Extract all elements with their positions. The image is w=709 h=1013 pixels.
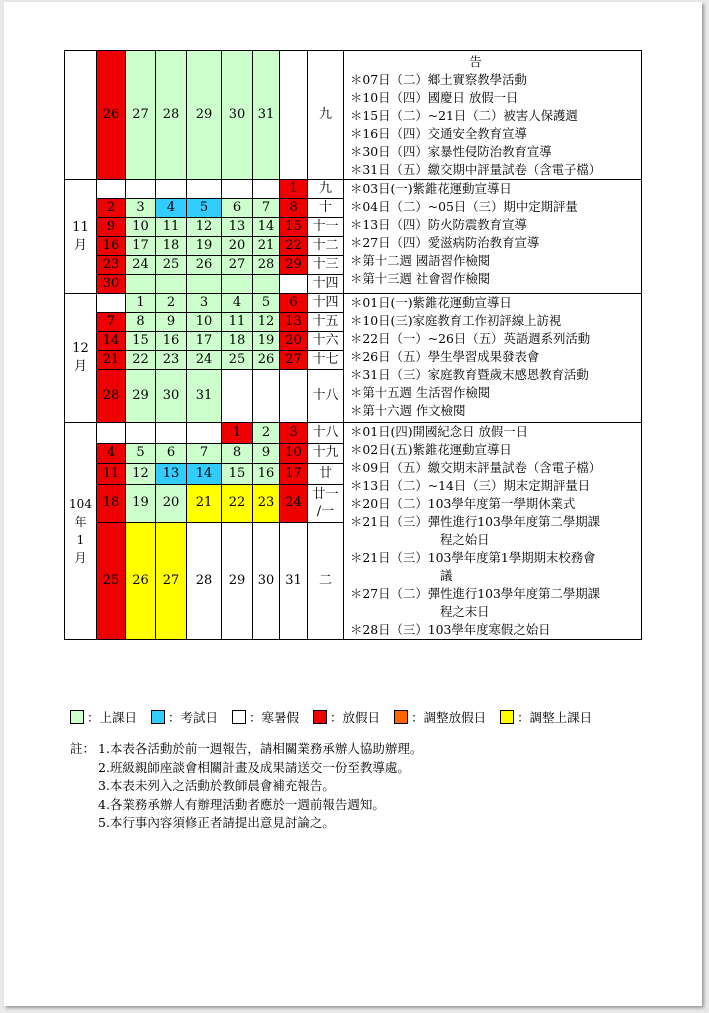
legend-item <box>70 708 137 726</box>
week-number: 廿一 <box>312 487 339 503</box>
event-line: ＊第十二週 國語習作檢閱 <box>350 253 491 268</box>
week-number-cell: 十九 <box>308 443 344 464</box>
legend-label: ：調整上課日 <box>517 710 593 725</box>
week-number-cell: 十五 <box>308 313 344 332</box>
dec-week-row <box>65 294 642 313</box>
event-line: ＊10日(三)家庭教育工作初評線上訪視 <box>350 313 562 328</box>
day-cell: 15 <box>222 464 253 485</box>
event-line: ＊01日(一)紫錐花運動宣導日 <box>350 295 512 310</box>
day-cell: 19 <box>253 332 280 351</box>
day-cell: 16 <box>253 464 280 485</box>
day-cell: 1 <box>222 423 253 444</box>
school-calendar-table <box>64 50 642 640</box>
day-cell: 14 <box>97 332 126 351</box>
day-cell: 16 <box>156 332 187 351</box>
day-cell: 4 <box>222 294 253 313</box>
day-cell: 25 <box>156 256 187 275</box>
day-cell <box>187 423 222 444</box>
event-line: ＊27日（四）愛滋病防治教育宣導 <box>350 235 540 250</box>
day-cell: 28 <box>187 523 222 640</box>
day-cell <box>187 180 222 199</box>
day-cell <box>280 370 308 423</box>
day-cell <box>126 180 156 199</box>
event-line: ＊31日（三）家庭教育暨歲末感恩教育活動 <box>350 367 589 382</box>
day-cell: 28 <box>97 370 126 423</box>
day-cell: 24 <box>126 256 156 275</box>
day-cell <box>222 180 253 199</box>
day-cell <box>156 275 187 294</box>
event-line: ＊27日（二）彈性進行103學年度第二學期課 <box>350 586 601 601</box>
day-cell <box>97 294 126 313</box>
day-cell: 8 <box>222 443 253 464</box>
week-number-cell: 二 <box>308 523 344 640</box>
day-cell: 27 <box>126 51 156 180</box>
day-cell: 20 <box>280 332 308 351</box>
day-cell: 7 <box>97 313 126 332</box>
week-number-cell: 廿 <box>308 464 344 485</box>
event-cell-nov <box>344 180 642 294</box>
day-cell: 7 <box>253 199 280 218</box>
day-cell: 5 <box>187 199 222 218</box>
day-cell: 18 <box>97 484 126 523</box>
day-cell: 17 <box>280 464 308 485</box>
day-cell: 10 <box>280 443 308 464</box>
month-label: 月 <box>73 237 87 253</box>
note-item: 4.各業務承辦人有辦理活動者應於一週前報告週知。 <box>98 796 385 812</box>
day-cell: 16 <box>97 237 126 256</box>
week-number-cell: 十二 <box>308 237 344 256</box>
legend-label: ：考試日 <box>168 710 219 725</box>
event-line: 程之始日 <box>440 532 490 547</box>
note-item: 2.班級親師座談會相關計畫及成果請送交一份至教導處。 <box>98 759 410 775</box>
day-cell: 9 <box>156 313 187 332</box>
jan-week-row <box>65 423 642 444</box>
notes-section <box>70 740 422 833</box>
vacation-swatch-icon <box>232 710 246 724</box>
month-cell-oct <box>65 51 97 180</box>
document-page <box>4 2 702 1006</box>
note-row <box>70 740 422 759</box>
day-cell: 5 <box>126 443 156 464</box>
day-cell: 29 <box>222 523 253 640</box>
notes-lead: 註： <box>70 741 96 756</box>
adjusted-holiday-swatch-icon <box>394 710 408 724</box>
day-cell: 28 <box>253 256 280 275</box>
day-cell: 8 <box>280 199 308 218</box>
day-cell: 2 <box>253 423 280 444</box>
legend-label: ：寒暑假 <box>249 710 300 725</box>
day-cell: 19 <box>187 237 222 256</box>
day-cell: 17 <box>126 237 156 256</box>
legend-item <box>313 708 380 726</box>
day-cell: 15 <box>280 218 308 237</box>
legend-item <box>500 708 592 726</box>
day-cell: 30 <box>253 523 280 640</box>
day-cell: 19 <box>126 484 156 523</box>
day-cell: 26 <box>97 51 126 180</box>
nov-week-row <box>65 180 642 199</box>
day-cell: 31 <box>187 370 222 423</box>
note-row <box>70 777 422 796</box>
month-label: 104 <box>69 497 92 511</box>
event-line: ＊15日（二）~21日（二）被害人保護週 <box>350 108 578 123</box>
legend-item <box>232 708 299 726</box>
day-cell: 23 <box>97 256 126 275</box>
note-item: 1.本表各活動於前一週報告，請相關業務承辦人協助辦理。 <box>98 741 423 756</box>
event-line: ＊04日（二）~05日（三）期中定期評量 <box>350 199 578 214</box>
oct-week-row <box>65 51 642 180</box>
day-cell: 14 <box>187 464 222 485</box>
event-line: ＊16日（四）交通安全教育宣導 <box>350 126 527 141</box>
day-cell: 25 <box>97 523 126 640</box>
day-cell <box>126 423 156 444</box>
day-cell: 6 <box>156 443 187 464</box>
day-cell: 17 <box>187 332 222 351</box>
day-cell <box>253 370 280 423</box>
day-cell: 12 <box>126 464 156 485</box>
day-cell: 3 <box>280 423 308 444</box>
week-number-cell: 十八 <box>308 423 344 444</box>
day-cell: 31 <box>280 523 308 640</box>
day-cell: 18 <box>156 237 187 256</box>
legend-item <box>151 708 218 726</box>
event-line: ＊03日(一)紫錐花運動宣導日 <box>350 181 512 196</box>
day-cell: 4 <box>97 443 126 464</box>
day-cell: 9 <box>97 218 126 237</box>
event-line: ＊28日（三）103學年度寒假之始日 <box>350 622 551 637</box>
day-cell <box>156 423 187 444</box>
day-cell: 13 <box>222 218 253 237</box>
day-cell <box>280 51 308 180</box>
week-number: /一 <box>316 504 335 520</box>
event-line: ＊第十六週 作文檢閱 <box>350 403 466 418</box>
day-cell: 10 <box>126 218 156 237</box>
day-cell: 26 <box>126 523 156 640</box>
day-cell: 11 <box>156 218 187 237</box>
day-cell: 4 <box>156 199 187 218</box>
day-cell: 24 <box>187 351 222 370</box>
event-line: ＊第十三週 社會習作檢閱 <box>350 271 491 286</box>
month-label: 12 <box>72 341 89 356</box>
day-cell: 21 <box>187 484 222 523</box>
day-cell: 1 <box>126 294 156 313</box>
day-cell: 6 <box>280 294 308 313</box>
note-row <box>70 814 422 833</box>
day-cell: 14 <box>253 218 280 237</box>
event-line: ＊第十五週 生活習作檢閱 <box>350 385 491 400</box>
day-cell <box>126 275 156 294</box>
day-cell: 20 <box>156 484 187 523</box>
day-cell: 24 <box>280 484 308 523</box>
week-number-cell: 十 <box>308 199 344 218</box>
day-cell <box>280 275 308 294</box>
legend-label: ：上課日 <box>87 710 138 725</box>
month-cell-jan <box>65 423 97 640</box>
note-row <box>70 759 422 778</box>
day-cell: 7 <box>187 443 222 464</box>
event-line: 告 <box>469 54 482 69</box>
day-cell: 21 <box>97 351 126 370</box>
day-cell: 26 <box>253 351 280 370</box>
week-number-cell: 十三 <box>308 256 344 275</box>
day-cell: 27 <box>280 351 308 370</box>
week-number-cell: 九 <box>308 180 344 199</box>
note-item: 3.本表未列入之活動於教師晨會補充報告。 <box>98 778 335 793</box>
adjusted-class-day-swatch-icon <box>500 710 514 724</box>
day-cell: 2 <box>97 199 126 218</box>
event-cell-oct <box>344 51 642 180</box>
day-cell <box>97 423 126 444</box>
event-line: ＊10日（四）國慶日 放假一日 <box>350 90 519 105</box>
week-number-cell: 十四 <box>308 294 344 313</box>
event-line: ＊07日（二）鄉土實察教學活動 <box>350 72 527 87</box>
day-cell: 20 <box>222 237 253 256</box>
event-line: ＊02日(五)紫錐花運動宣導日 <box>350 442 512 457</box>
week-number-cell: 十七 <box>308 351 344 370</box>
class-day-swatch-icon <box>70 710 84 724</box>
day-cell: 13 <box>280 313 308 332</box>
event-line: ＊09日（五）繳交期末評量試卷（含電子檔） <box>350 460 602 475</box>
event-line: ＊21日（三）103學年度第1學期期末校務會 <box>350 550 596 565</box>
day-cell: 29 <box>187 51 222 180</box>
week-number-cell <box>308 484 344 523</box>
legend-label: ：放假日 <box>330 710 381 725</box>
day-cell: 18 <box>222 332 253 351</box>
day-cell: 8 <box>126 313 156 332</box>
day-cell: 11 <box>222 313 253 332</box>
day-cell: 27 <box>222 256 253 275</box>
day-cell: 27 <box>156 523 187 640</box>
month-cell-dec <box>65 294 97 423</box>
day-cell: 6 <box>222 199 253 218</box>
day-cell <box>156 180 187 199</box>
day-cell: 28 <box>156 51 187 180</box>
day-cell <box>97 180 126 199</box>
exam-day-swatch-icon <box>151 710 165 724</box>
event-line: ＊21日（三）彈性進行103學年度第二學期課 <box>350 514 601 529</box>
day-cell <box>222 275 253 294</box>
day-cell: 30 <box>222 51 253 180</box>
event-line: 議 <box>440 568 453 583</box>
day-cell: 9 <box>253 443 280 464</box>
event-line: ＊13日（二）~14日（三）期末定期評量日 <box>350 478 591 493</box>
day-cell: 10 <box>187 313 222 332</box>
holiday-swatch-icon <box>313 710 327 724</box>
day-cell: 30 <box>97 275 126 294</box>
week-number-cell: 十八 <box>308 370 344 423</box>
day-cell: 15 <box>126 332 156 351</box>
day-cell: 30 <box>156 370 187 423</box>
note-item: 5.本行事內容須修正者請提出意見討論之。 <box>98 815 335 830</box>
day-cell <box>187 275 222 294</box>
month-label: 年 <box>74 515 87 529</box>
day-cell: 12 <box>187 218 222 237</box>
day-cell <box>253 275 280 294</box>
color-legend <box>70 708 606 726</box>
day-cell: 21 <box>253 237 280 256</box>
day-cell: 5 <box>253 294 280 313</box>
event-line: ＊31日（五）繳交期中評量試卷（含電子檔） <box>350 162 602 177</box>
day-cell: 13 <box>156 464 187 485</box>
event-line: ＊26日（五）學生學習成果發表會 <box>350 349 540 364</box>
event-line: ＊30日（四）家暴性侵防治教育宣導 <box>350 144 552 159</box>
day-cell: 22 <box>126 351 156 370</box>
month-label: 月 <box>74 551 87 565</box>
legend-item <box>394 708 486 726</box>
month-cell-nov <box>65 180 97 294</box>
day-cell <box>253 180 280 199</box>
day-cell: 23 <box>253 484 280 523</box>
day-cell: 22 <box>222 484 253 523</box>
week-number-cell: 十六 <box>308 332 344 351</box>
event-line: ＊01日(四)開國紀念日 放假一日 <box>350 424 529 439</box>
legend-label: ：調整放假日 <box>411 710 487 725</box>
note-row <box>70 796 422 815</box>
event-line: 程之末日 <box>440 604 490 619</box>
event-line: ＊20日（二）103學年度第一學期休業式 <box>350 496 576 511</box>
day-cell: 31 <box>253 51 280 180</box>
day-cell: 3 <box>126 199 156 218</box>
month-label: 月 <box>73 359 87 374</box>
day-cell <box>222 370 253 423</box>
day-cell: 29 <box>280 256 308 275</box>
event-cell-dec <box>344 294 642 423</box>
month-label: 11 <box>72 219 89 235</box>
event-line: ＊22日（一）~26日（五）英語週系列活動 <box>350 331 591 346</box>
day-cell: 1 <box>280 180 308 199</box>
day-cell: 23 <box>156 351 187 370</box>
day-cell: 11 <box>97 464 126 485</box>
day-cell: 3 <box>187 294 222 313</box>
month-label: 1 <box>76 533 85 547</box>
event-line: ＊13日（四）防火防震教育宣導 <box>350 217 527 232</box>
event-cell-jan <box>344 423 642 640</box>
day-cell: 29 <box>126 370 156 423</box>
day-cell: 22 <box>280 237 308 256</box>
day-cell: 2 <box>156 294 187 313</box>
day-cell: 26 <box>187 256 222 275</box>
week-number-cell: 十四 <box>308 275 344 294</box>
day-cell: 25 <box>222 351 253 370</box>
week-number-cell: 九 <box>308 51 344 180</box>
week-number-cell: 十一 <box>308 218 344 237</box>
day-cell: 12 <box>253 313 280 332</box>
